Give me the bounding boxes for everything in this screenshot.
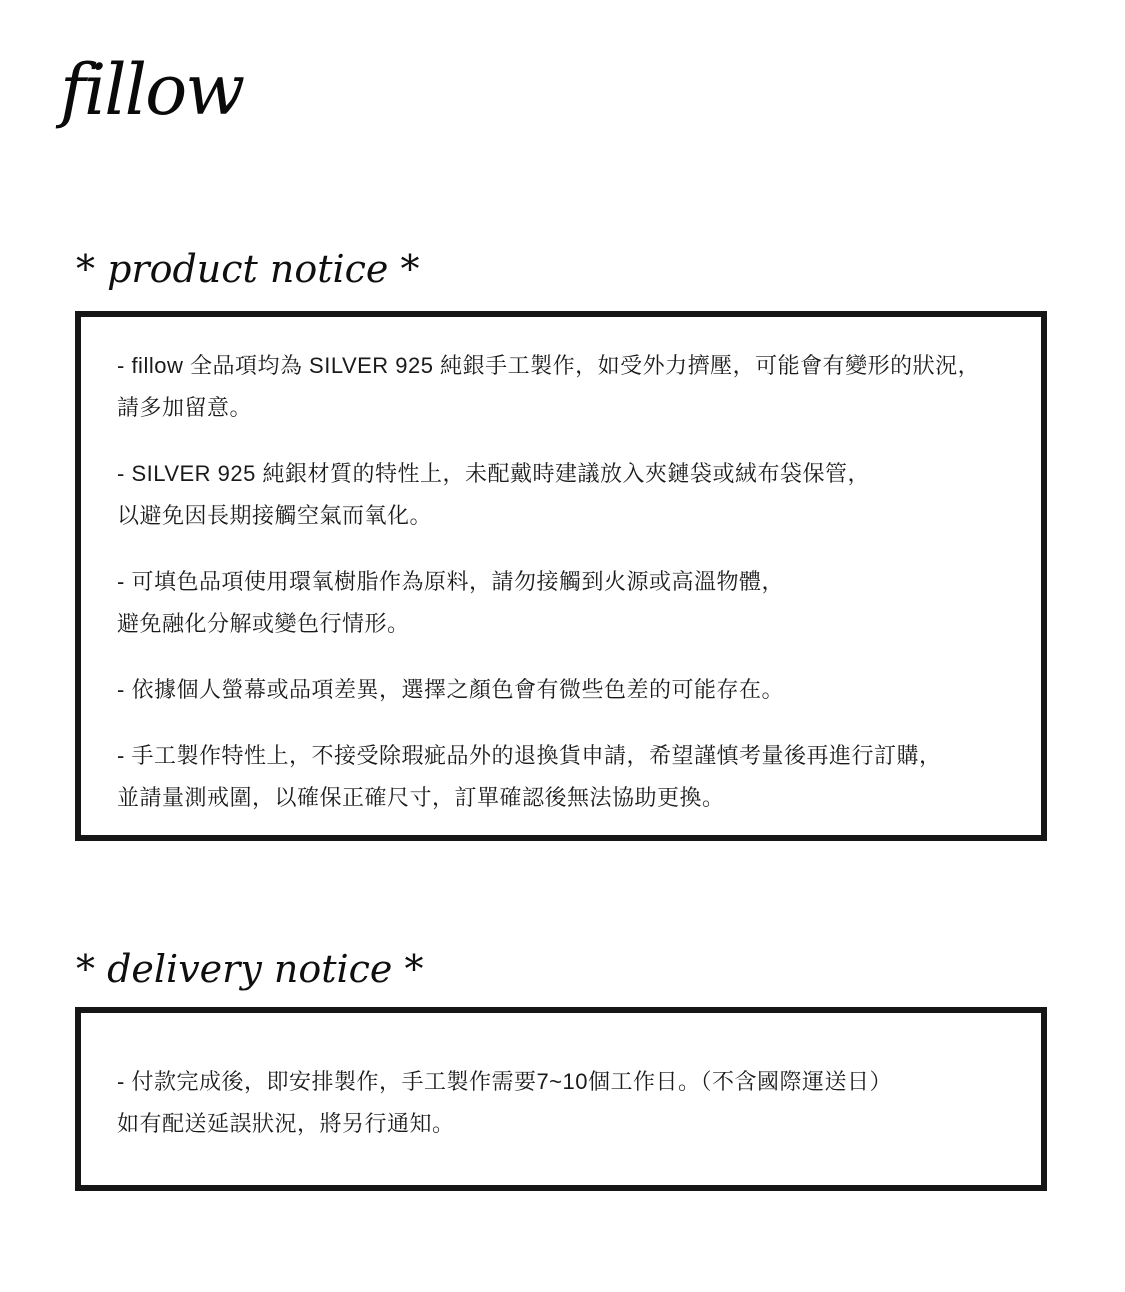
delivery-notice-heading: * delivery notice *: [76, 946, 424, 991]
notice-line: - 可填色品項使用環氧樹脂作為原料，請勿接觸到火源或高溫物體，: [117, 568, 784, 594]
notice-line: 避免融化分解或變色行情形。: [117, 610, 410, 636]
notice-paragraph: [117, 561, 1005, 645]
product-notice-box: [75, 311, 1047, 841]
notice-paragraph: [117, 1061, 1005, 1145]
notice-line: 如有配送延誤狀況，將另行通知。: [117, 1111, 455, 1137]
notice-line: 並請量測戒圍，以確保正確尺寸，訂單確認後無法協助更換。: [117, 784, 725, 810]
brand-logo: fillow: [60, 49, 244, 131]
notice-line: 以避免因長期接觸空氣而氧化。: [117, 502, 433, 528]
notice-line: - 手工製作特性上，不接受除瑕疵品外的退換貨申請，希望謹慎考量後再進行訂購，: [117, 742, 942, 768]
notice-line: - 付款完成後，即安排製作，手工製作需要7~10個工作日。（不含國際運送日）: [117, 1069, 892, 1095]
notice-line: 請多加留意。: [117, 394, 253, 420]
delivery-notice-box: [75, 1007, 1047, 1191]
notice-paragraph: [117, 669, 1005, 711]
notice-line: - SILVER 925 純銀材質的特性上，未配戴時建議放入夾鏈袋或絨布袋保管，: [117, 460, 870, 486]
notice-line: - 依據個人螢幕或品項差異，選擇之顏色會有微些色差的可能存在。: [117, 676, 784, 702]
notice-paragraph: [117, 735, 1005, 819]
notice-paragraph: [117, 453, 1005, 537]
notice-paragraph: [117, 345, 1005, 429]
product-notice-heading: * product notice *: [76, 247, 420, 291]
notice-line: - fillow 全品項均為 SILVER 925 純銀手工製作，如受外力擠壓，可能會有變形的狀況，: [117, 352, 981, 378]
